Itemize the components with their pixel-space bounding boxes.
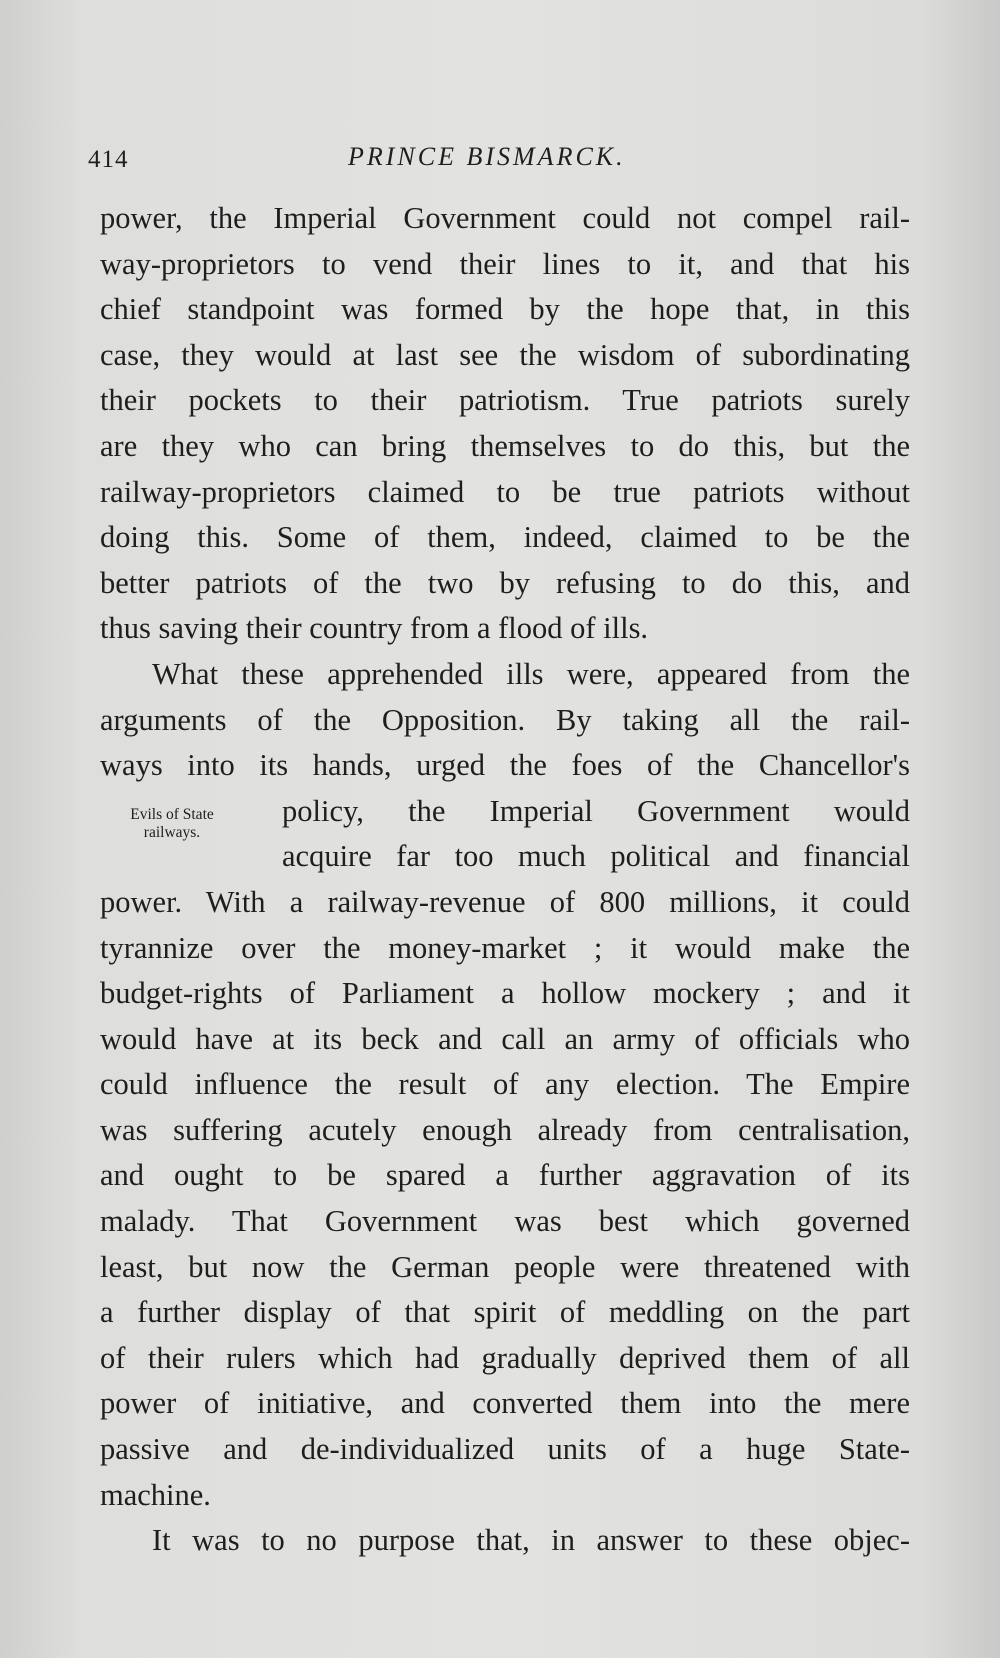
text-line: case, they would at last see the wisdom of subordinating [100, 337, 910, 372]
text-line: was suffering acutely enough already from centralisation, [100, 1112, 910, 1147]
text-line: passive and de-individualized units of a huge State- [100, 1432, 910, 1467]
text-line: chief standpoint was formed by the hope that, in this [100, 292, 910, 327]
margin-note-line: Evils of State [130, 806, 214, 823]
text-line: their pockets to their patriotism. True patriots surely [100, 383, 910, 418]
text-line: ways into its hands, urged the foes of the Chancellor's [100, 748, 910, 783]
text-line: policy, the Imperial Government would [282, 793, 910, 828]
text-line: malady. That Government was best which governed [100, 1204, 910, 1239]
text-line: It was to no purpose that, in answer to these objec- [152, 1523, 910, 1558]
text-line: way-proprietors to vend their lines to it, and that his [100, 246, 910, 281]
text-line: acquire far too much political and financial [282, 839, 910, 874]
text-line: a further display of that spirit of meddling on the part [100, 1295, 910, 1330]
text-line: budget-rights of Parliament a hollow mockery ; and it [100, 976, 910, 1011]
text-line: and ought to be spared a further aggravation of its [100, 1158, 910, 1193]
text-line: could influence the result of any election. The Empire [100, 1067, 910, 1102]
text-line: doing this. Some of them, indeed, claimed to be the [100, 520, 910, 555]
text-line: power of initiative, and converted them into the mere [100, 1386, 910, 1421]
text-line: thus saving their country from a flood of ills. [100, 611, 649, 646]
text-line: better patriots of the two by refusing to do this, and [100, 565, 910, 600]
text-line: machine. [100, 1477, 211, 1512]
text-line: arguments of the Opposition. By taking all the rail- [100, 702, 910, 737]
margin-note-line: railways. [143, 824, 201, 841]
page-number: 414 [88, 146, 129, 173]
page-header [88, 138, 918, 178]
text-line: What these apprehended ills were, appeared from the [152, 656, 910, 691]
text-line: are they who can bring themselves to do this, but the [100, 428, 910, 463]
text-line: power, the Imperial Government could not compel rail- [100, 201, 910, 235]
text-line: railway-proprietors claimed to be true patriots without [100, 474, 910, 509]
text-line: would have at its beck and call an army of officials who [100, 1021, 910, 1056]
text-line: of their rulers which had gradually deprived them of all [100, 1340, 910, 1375]
text-line: tyrannize over the money-market ; it would make the [100, 930, 910, 965]
text-line: least, but now the German people were threatened with [100, 1249, 910, 1284]
running-head: PRINCE BISMARCK. [348, 142, 626, 171]
text-line: power. With a railway-revenue of 800 millions, it could [100, 884, 910, 919]
body-text [100, 196, 910, 1564]
